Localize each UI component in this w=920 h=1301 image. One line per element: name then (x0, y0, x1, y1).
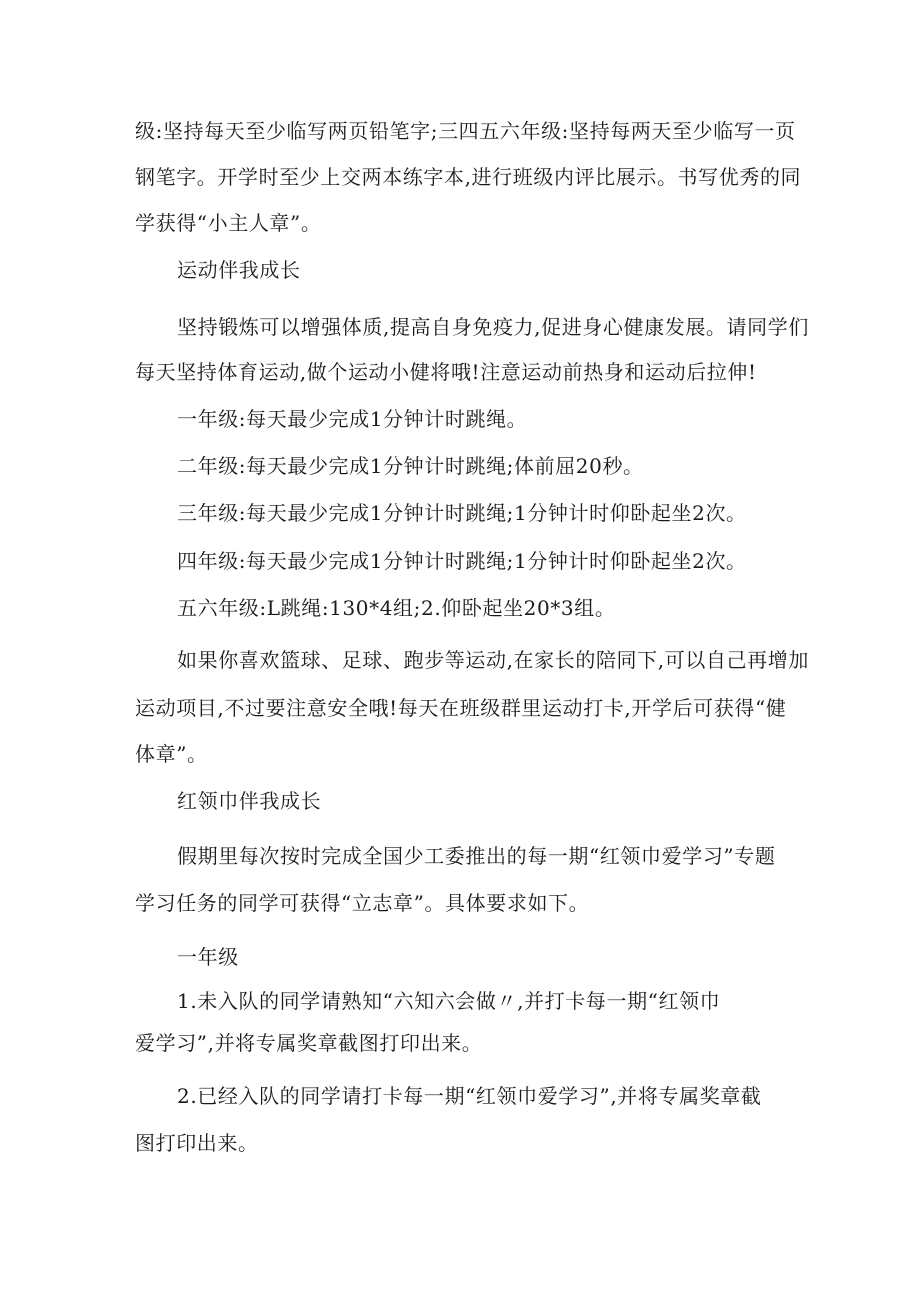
item1-line-1: 1.未入队的同学请熟知“六知六会做〃,并打卡每一期“红领巾 (177, 989, 721, 1013)
calligraphy-paragraph-line-1: 级:坚持每天至少临写两页铅笔字;三四五六年级:坚持每两天至少临写一页 (135, 119, 796, 143)
sports-intro-line-1: 坚持锻炼可以增强体质,提高自身免疫力,促进身心健康发展。请同学们 (177, 315, 809, 339)
calligraphy-paragraph-line-2: 钢笔字。开学时至少上交两本练字本,进行班级内评比展示。书写优秀的同 (135, 165, 802, 189)
item2-line-1: 2.已经入队的同学请打卡每一期“红领巾爱学习”,并将专属奖章截 (177, 1084, 762, 1108)
sports-extra-line-1: 如果你喜欢篮球、足球、跑步等运动,在家长的陪同下,可以自己再增加 (177, 648, 809, 672)
sports-section-heading: 运动伴我成长 (177, 258, 301, 282)
grade2-sports-requirement: 二年级:每天最少完成1分钟计时跳绳;体前屈20秒。 (177, 454, 644, 478)
calligraphy-paragraph-line-3: 学获得“小主人章”。 (135, 211, 322, 235)
red-scarf-section-heading: 红领巾伴我成长 (177, 789, 322, 813)
sports-extra-line-3: 体章”。 (135, 742, 208, 766)
grade56-sports-requirement: 五六年级:L跳绳:130*4组;2.仰卧起坐20*3组。 (177, 596, 616, 620)
grade1-sports-requirement: 一年级:每天最少完成1分钟计时跳绳。 (177, 407, 528, 431)
grade3-sports-requirement: 三年级:每天最少完成1分钟计时跳绳;1分钟计时仰卧起坐2次。 (177, 501, 747, 525)
red-scarf-intro-line-1: 假期里每次按时完成全国少工委推出的每一期“红领巾爱学习”专题 (177, 844, 776, 868)
grade1-subheading: 一年级 (177, 945, 239, 969)
red-scarf-intro-line-2: 学习任务的同学可获得“立志章”。具体要求如下。 (135, 891, 590, 915)
sports-extra-line-2: 运动项目,不过要注意安全哦!每天在班级群里运动打卡,开学后可获得“健 (135, 696, 787, 720)
grade4-sports-requirement: 四年级:每天最少完成1分钟计时跳绳;1分钟计时仰卧起坐2次。 (177, 549, 747, 573)
item1-line-2: 爱学习”,并将专属奖章截图打印出来。 (135, 1031, 483, 1055)
item2-line-2: 图打印出来。 (135, 1131, 259, 1155)
sports-intro-line-2: 每天坚持体育运动,做个运动小健将哦!注意运动前热身和运动后拉伸! (135, 360, 757, 384)
